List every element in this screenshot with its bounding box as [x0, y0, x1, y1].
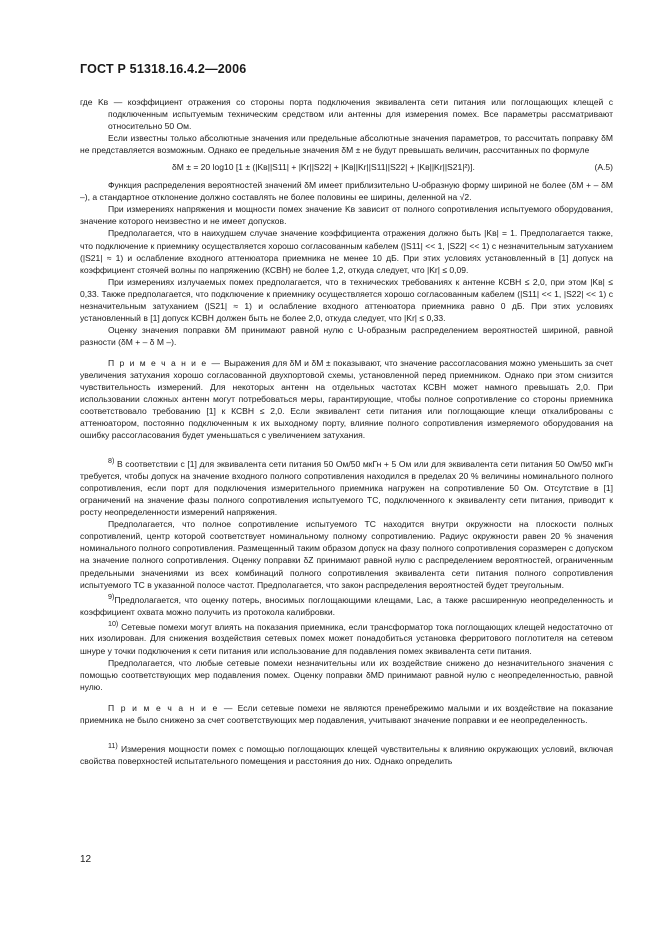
formula-expression: δM ± = 20 log10 [1 ± (|Kв||S11| + |Kr||S22| + |Kв||Kr||S11||S22| + |Kв||Kr||S21|²)]. — [172, 162, 475, 173]
page-header: ГОСТ Р 51318.16.4.2—2006 — [80, 62, 247, 76]
paragraph-kv-definition: где Kв — коэффициент отражения со стороны порта подключения эквивалента сети питания или поглощающих клещей с подключенным испытуемым техническим средством или антенны для измерения помех. Все параметры рассматривают относительно 50 Ом. — [80, 97, 613, 132]
formula-a5 — [80, 161, 613, 173]
paragraph-mains-noise: Предполагается, что любые сетевые помехи незначительны или их воздействие снижено до незначительного значения с помощью соответствующих мер подавления помех. Оценку поправки δMD принимают равной нулю с неопределенностью, равной нулю. — [80, 657, 613, 692]
footnote-text: Измерения мощности помех с помощью поглощающих клещей чувствительны к влиянию окружающих условий, включая свойства поверхностей испытательного помещения и расстояния до них. Однако определить — [80, 743, 613, 766]
paragraph-radiated: При измерениях излучаемых помех предполагается, что в технических требованиях к антенне КСВН ≤ 2,0, при этом |Kв| ≤ 0,33. Также предполагается, что подключение к приемнику осуществляется хорошо согласованным кабелем (|S11| << 1, |S22| << 1) с незначительным затуханием (|S21| ≈ 1) и ослабление входного аттенюатора приемника равно 0 дБ. При этих условиях установленный в [1] допуск КСВН должен быть не более 2,0, откуда следует, что |Kr| ≤ 0,33. — [80, 276, 613, 323]
note-label: П р и м е ч а н и е — — [108, 357, 222, 368]
footnote-9 — [80, 591, 613, 618]
footnote-8 — [80, 455, 613, 518]
document-body — [80, 96, 613, 767]
footnote-text: Сетевые помехи могут влиять на показания приемника, если трансформатор тока поглощающих клещей недостаточно от них изолирован. Для снижения воздействия сетевых помех может понадобиться установка ферритового поглотителя на сетевом шнуре у точки подключения к сети питания или использование для подавления помех эквивалента сети питания. — [80, 621, 613, 656]
footnote-mark: 11) — [108, 741, 118, 750]
footnote-11 — [80, 740, 613, 767]
note-2 — [80, 702, 613, 726]
page-number: 12 — [80, 854, 92, 865]
paragraph-distribution: Функция распределения вероятностей значений δM имеет приблизительно U-образную форму шириной не более (δM + – δM –), а стандартное отклонение должно составлять не более половины ее ширины, деленной на √2. — [80, 180, 613, 203]
footnote-mark: 10) — [108, 619, 119, 628]
formula-number: (А.5) — [594, 162, 613, 173]
note-text: Если сетевые помехи не являются пренебрежимо малыми и их воздействие на показание приемника не было снижено за счет соответствующих мер подавления, учитывают значение поправки и ее неопределенность. — [80, 702, 614, 725]
note-text: Выражения для δM и δM ± показывают, что значение рассогласования можно уменьшить за счет увеличения затухания хорошо согласованной двухпортовой схемы, установленной перед приемником. Однако при этом снизится чувствительность измерений. Для некоторых антенн на отдельных частотах КСВН может намного превышать 2,0. При использовании сложных антенн могут потребоваться меры, гарантирующие, чтобы полное сопротивление со стороны приемника соответствовало требованию [1] к КСВН ≤ 2,0. Если эквивалент сети питания или поглощающие клещи откалиброваны с аттенюатором, постоянно подключенным к их выходному порту, влияние полного сопротивления измеряемого оборудования на ошибку рассогласования будет уменьшаться с увеличением затухания. — [80, 357, 614, 441]
footnote-text: Предполагается, что оценку потерь, вносимых поглощающими клещами, Lac, а также расширенную неопределенность и коэффициент охвата можно получить из протокола калибровки. — [80, 594, 613, 617]
footnote-10 — [80, 618, 613, 657]
footnote-mark: 9) — [108, 592, 115, 601]
paragraph-voltage-power: При измерениях напряжения и мощности помех значение Kв зависит от полного сопротивления испытуемого оборудования, значение которого неизвестно и не имеет допусков. — [80, 204, 613, 227]
paragraph-estimate: Оценку значения поправки δM принимают равной нулю с U-образным распределением вероятностей шириной, равной разности (δM + – δ M –). — [80, 324, 613, 347]
footnote-text: В соответствии с [1] для эквивалента сети питания 50 Ом/50 мкГн + 5 Ом или для эквивалента сети питания 50 Ом/50 мкГн требуется, чтобы допуск на значение входного полного сопротивления находился в пределах 20 % величины номинального полного сопротивления, если порт для подключения измерительного приемника нагружен на сопротивление 50 Ом. Отсутствие в [1] ограничений на значение фазы полного сопротивления испытуемого ТС, подключенного к эквиваленту сети питания, приводит к росту неопределенности измерений напряжения. — [80, 459, 614, 518]
paragraph-worst-case: Предполагается, что в наихудшем случае значение коэффициента отражения должно быть |Kв| = 1. Предполагается также, что подключение к приемнику осуществляется хорошо согласованным кабелем (|S11| << 1, |S22| << 1) с незначительным затуханием (|S21| ≈ 1) и ослабление входного аттенюатора приемника не менее 10 дБ. При этих условиях установленный в [1] допуск на коэффициент стоячей волны по напряжению (КСВН) не более 1,2, откуда следует, что |Kr| ≤ 0,09. — [80, 228, 613, 275]
note-label: П р и м е ч а н и е — — [108, 702, 234, 713]
paragraph-limit-values: Если известны только абсолютные значения или предельные абсолютные значения параметров, то рассчитать поправку δM не представляется возможным. Однако ее предельные значения δM ± не будут превышать величин, рассчитанных по формуле — [80, 133, 613, 156]
note-1 — [80, 357, 613, 441]
footnote-mark: 8) — [108, 457, 115, 466]
paragraph-impedance: Предполагается, что полное сопротивление испытуемого ТС находится внутри окружности на плоскости полных сопротивлений, центр которой соответствует номинальному полному сопротивлению. Радиус окружности равен 20 % значения номинального полного сопротивления. Размещенный таким образом допуск на фазу полного сопротивления соразмерен с допуском на значение полного сопротивления. Оценку поправки δZ принимают равной нулю с распределением вероятностей, ограниченным предельными значениями из всех комбинаций полного сопротивления эквивалента сети питания полного сопротивления испытуемого ТС в указанной полосе частот. Предполагается, что закон распределения вероятностей будет треугольным. — [80, 519, 613, 590]
